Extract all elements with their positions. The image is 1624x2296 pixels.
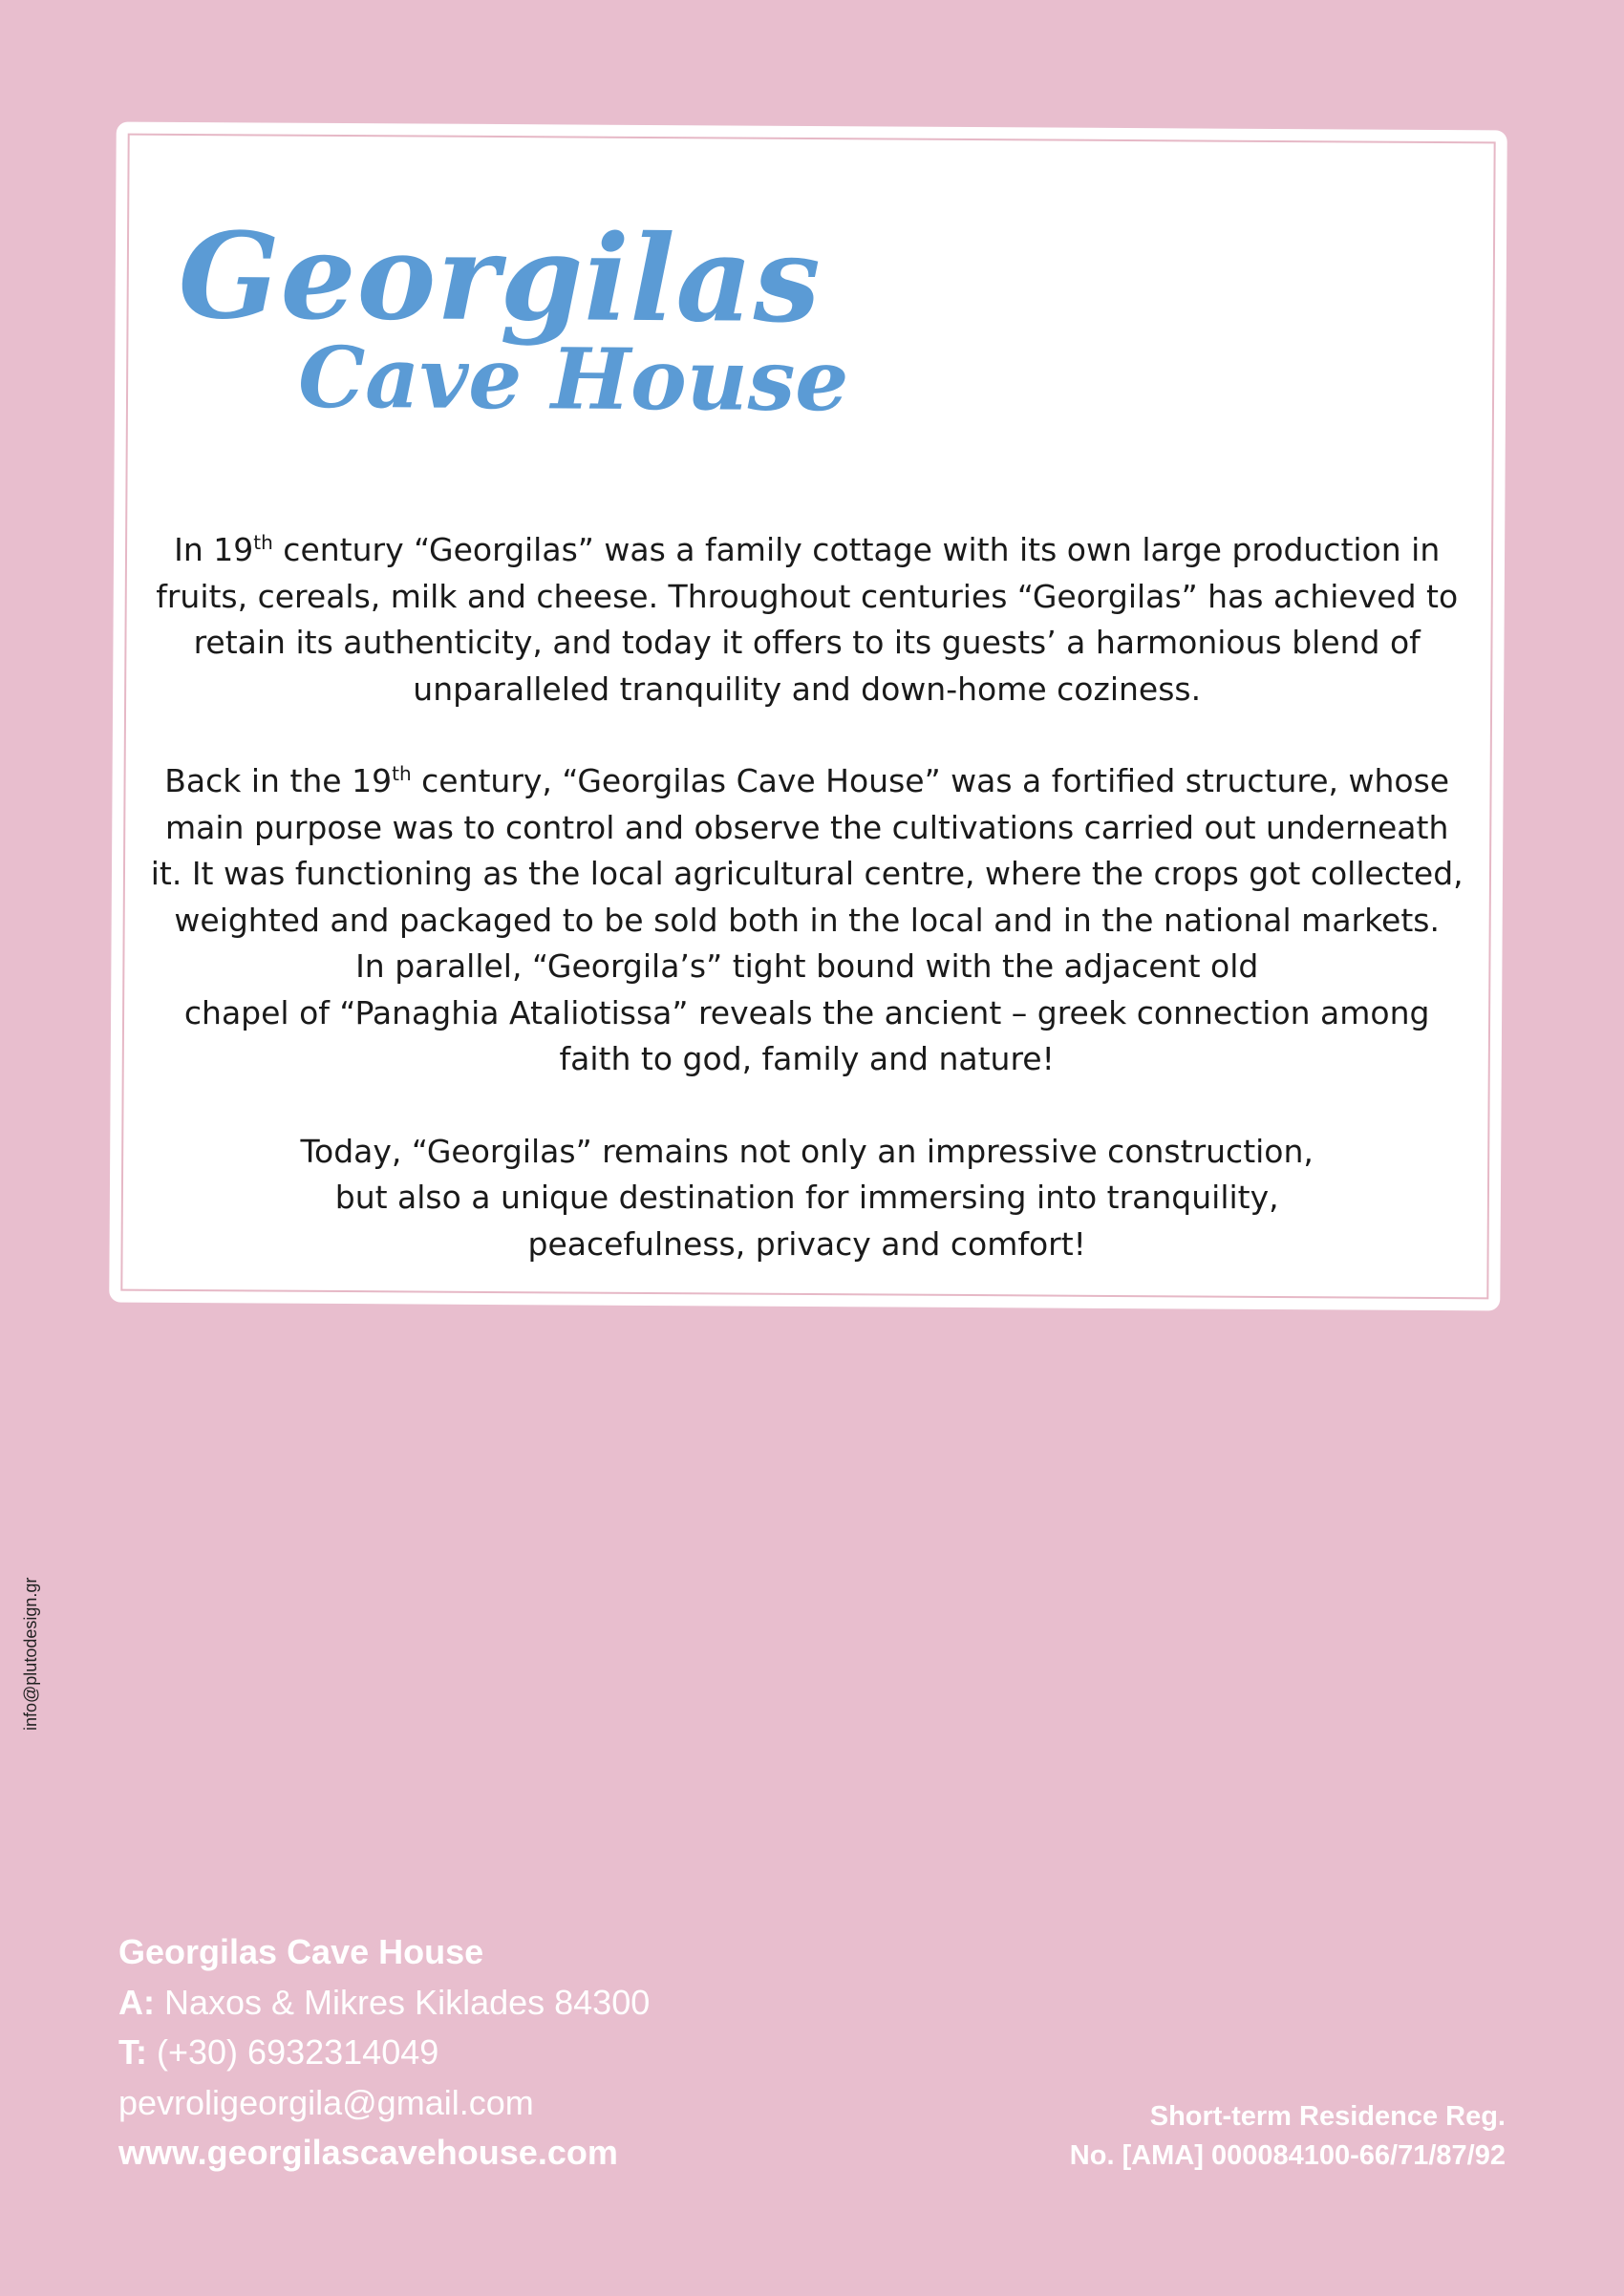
text-fragment: century “Georgilas” was a family cottage with its own large production in [272, 530, 1441, 568]
contact-email[interactable]: pevroligeorgila@gmail.com [118, 2082, 534, 2122]
registration-line1: Short-term Residence Reg. [1149, 2101, 1506, 2132]
text-fragment: Back in the 19 [164, 761, 393, 799]
text-line: faith to god, family and nature! [559, 1039, 1055, 1077]
text-fragment: In 19 [174, 530, 254, 568]
paragraph-today [140, 1128, 1474, 1267]
text-line: Today, “Georgilas” remains not only an impressive construction, [300, 1132, 1314, 1170]
paragraph-structure [140, 758, 1474, 1083]
text-line: In parallel, “Georgila’s” tight bound with the adjacent old [355, 946, 1259, 985]
contact-address [118, 1978, 650, 2029]
registration-line2: No. [AMA] 000084100-66/71/87/92 [1069, 2140, 1506, 2171]
superscript: th [253, 530, 273, 554]
text-line: it. It was functioning as the local agricultural centre, where the crops got collected, [150, 854, 1464, 892]
text-line: unparalleled tranquility and down-home coziness. [413, 670, 1202, 708]
phone-value: (+30) 6932314049 [147, 2032, 439, 2072]
phone-label: T: [118, 2032, 147, 2072]
address-label: A: [118, 1982, 155, 2022]
contact-website[interactable]: www.georgilascavehouse.com [118, 2133, 618, 2172]
text-line: retain its authenticity, and today it offers to its guests’ a harmonious blend of [193, 623, 1421, 661]
text-line [140, 527, 1474, 574]
text-line: but also a unique destination for immersing into tranquility, [334, 1178, 1279, 1216]
logo-title: Georgilas [178, 206, 823, 351]
contact-name: Georgilas Cave House [118, 1932, 484, 1971]
text-line: main purpose was to control and observe the cultivations carried out underneath [165, 808, 1449, 846]
paragraph-history [140, 527, 1474, 712]
info-card [109, 122, 1507, 1311]
text-line [140, 758, 1474, 805]
contact-phone [118, 2028, 650, 2078]
text-line: peacefulness, privacy and comfort! [527, 1224, 1086, 1263]
text-fragment: century, “Georgilas Cave House” was a fortified structure, whose [411, 761, 1450, 799]
text-line: weighted and packaged to be sold both in the local and in the national markets. [174, 901, 1440, 939]
registration-block [1070, 2097, 1506, 2176]
address-value: Naxos & Mikres Kiklades 84300 [155, 1982, 651, 2022]
superscript: th [392, 761, 412, 785]
designer-credit: info@plutodesign.gr [21, 1577, 40, 1731]
description [140, 527, 1474, 1313]
text-line: fruits, cereals, milk and cheese. Throughout centuries “Georgilas” has achieved to [156, 577, 1459, 615]
logo [178, 206, 849, 431]
text-line: chapel of “Panaghia Ataliotissa” reveals the ancient – greek connection among [183, 993, 1430, 1031]
logo-subtitle: Cave House [297, 327, 849, 431]
contact-block [118, 1927, 650, 2179]
